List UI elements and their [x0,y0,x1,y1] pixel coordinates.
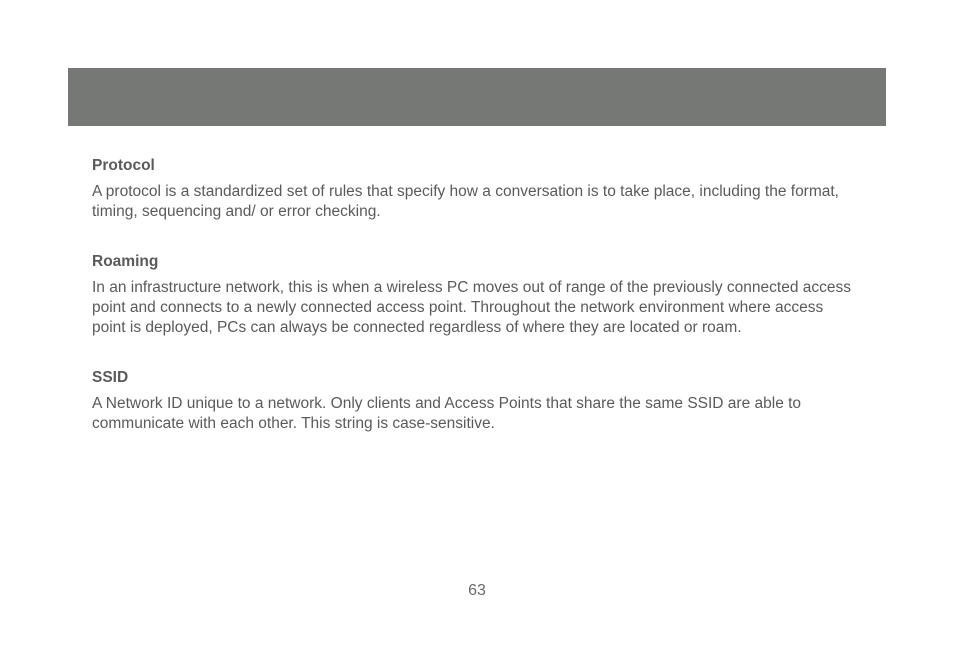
glossary-term-roaming [92,252,852,338]
glossary-content [92,156,852,464]
term-title: SSID [92,369,129,386]
glossary-term-protocol [92,156,852,222]
term-definition: In an infrastructure network, this is when a wireless PC moves out of range of the previously connected access point and connects to a newly connected access point. Throughout the network environment where access point is deployed, PCs can always be connected regardless of where they are located or roam. [92,279,852,336]
page-number: 63 [468,582,486,599]
term-definition: A Network ID unique to a network. Only clients and Access Points that share the same SSID are able to communicate with each other. This string is case-sensitive. [92,395,802,432]
term-title: Protocol [92,157,155,174]
glossary-term-ssid [92,368,852,434]
term-definition: A protocol is a standardized set of rules that specify how a conversation is to take place, including the format, timing, sequencing and/ or error checking. [92,183,839,220]
term-title: Roaming [92,253,159,270]
header-bar [68,68,886,126]
